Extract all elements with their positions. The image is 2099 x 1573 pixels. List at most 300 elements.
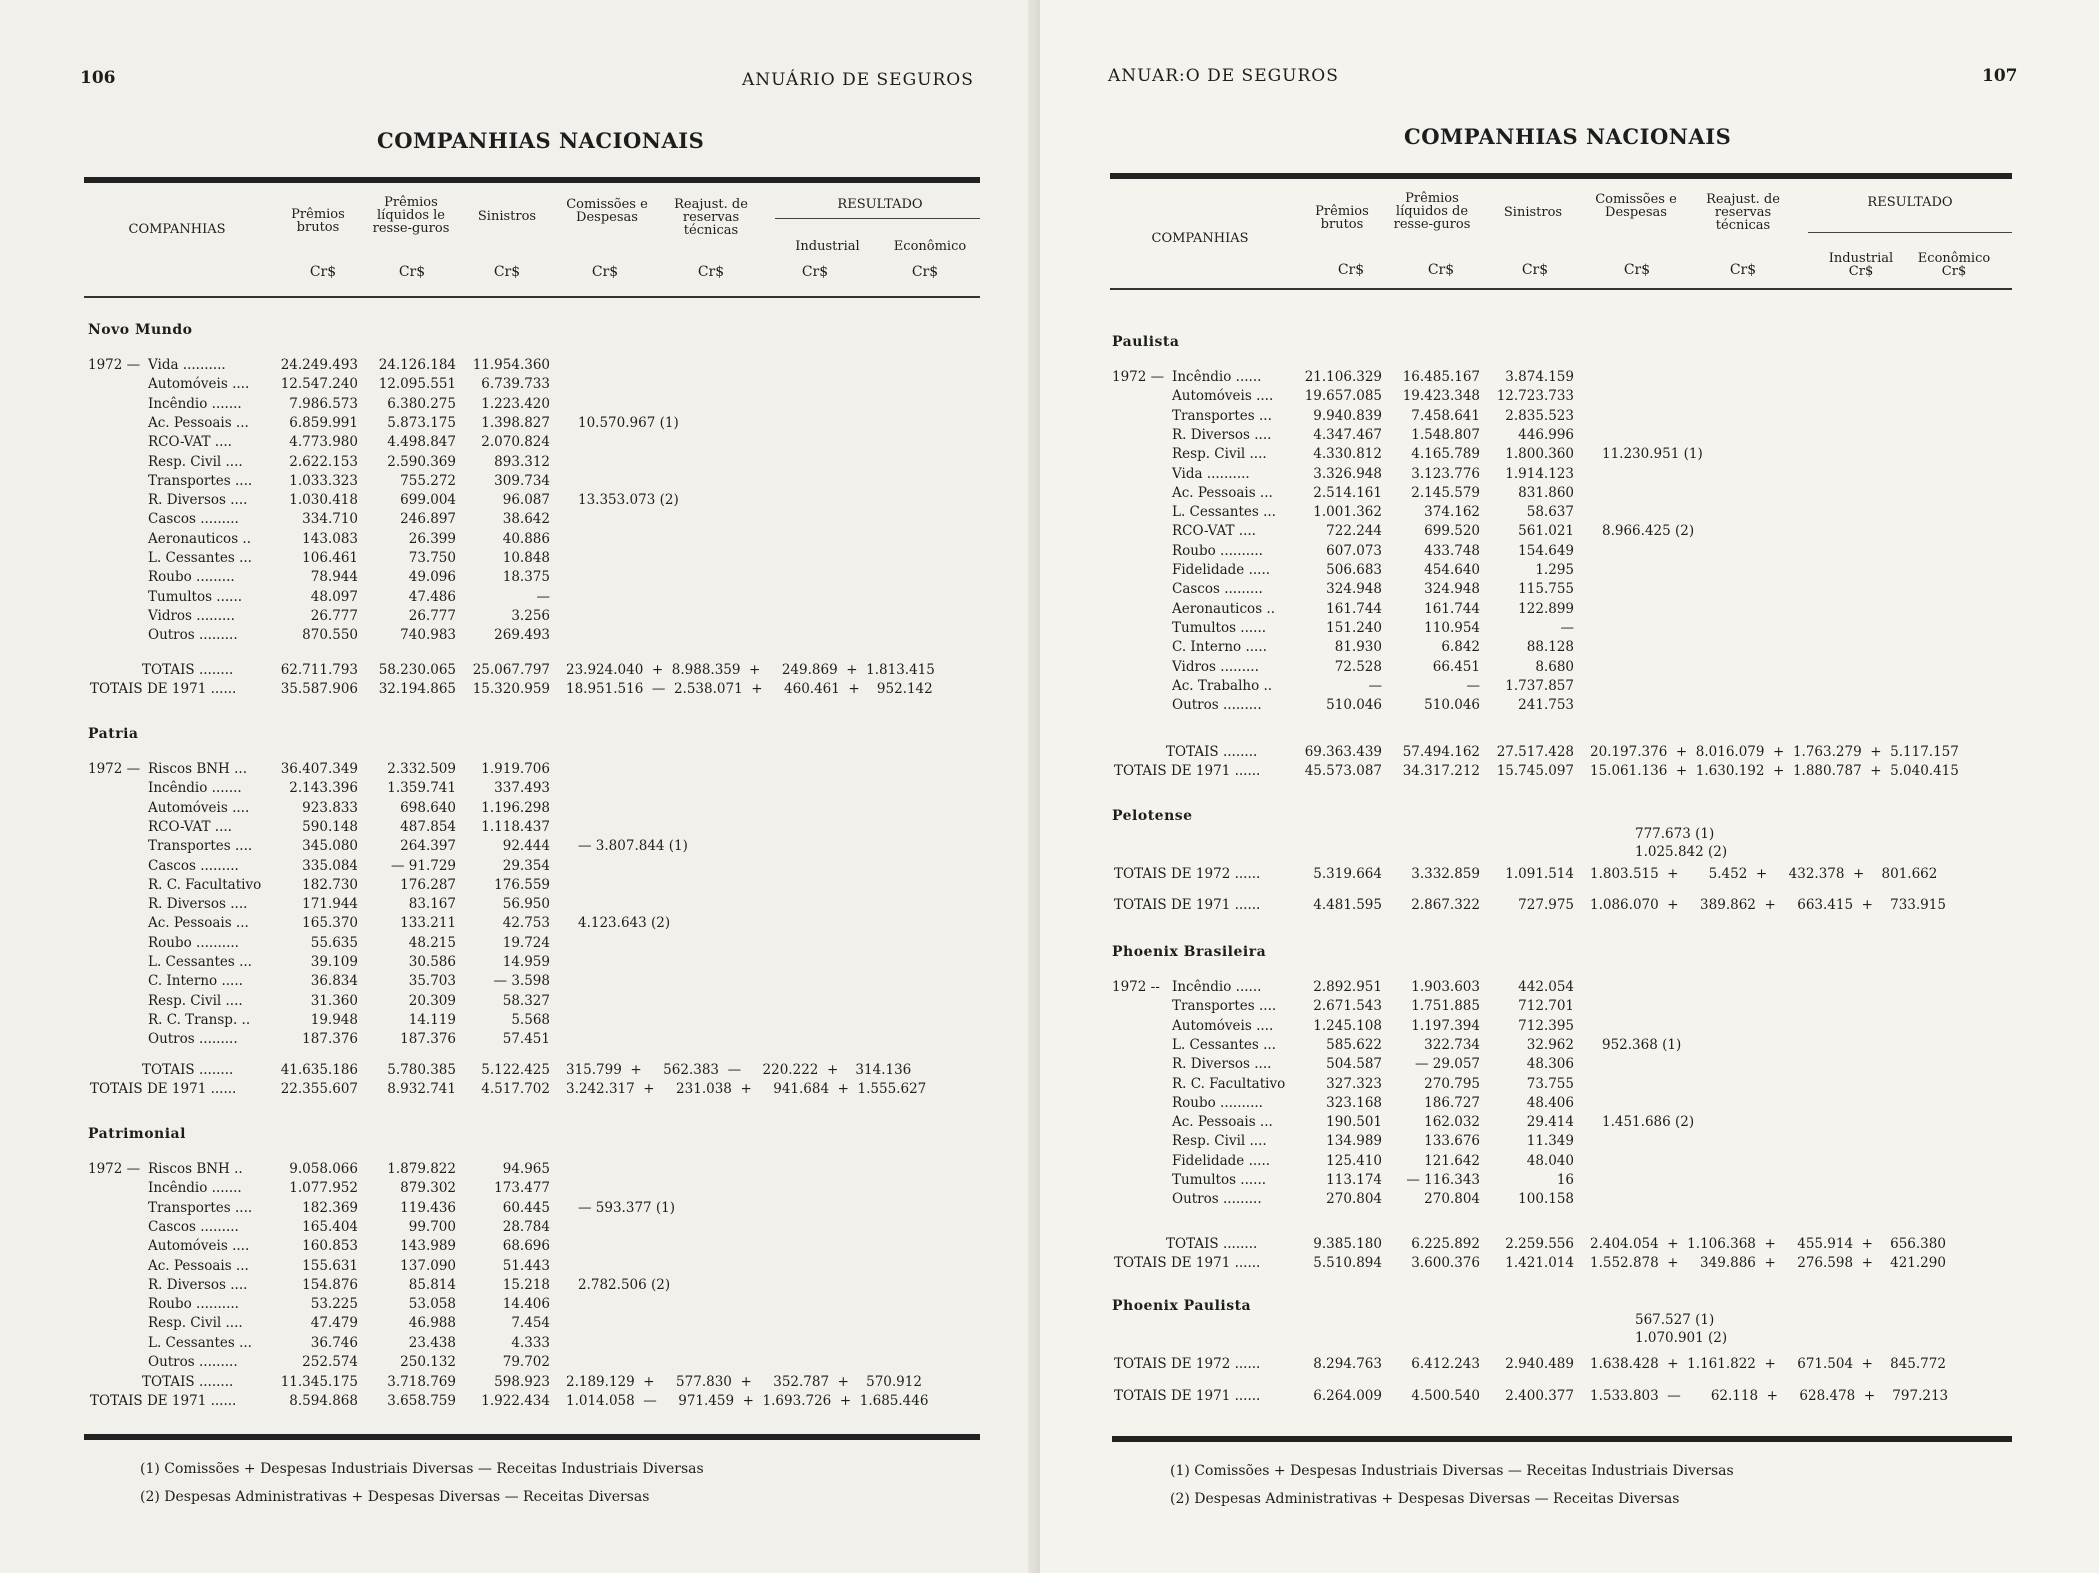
row-label: Cascos ......... — [1172, 581, 1263, 598]
premios-brutos-value: 22.355.607 — [280, 1081, 358, 1097]
col-economico: Econômico — [893, 239, 967, 254]
premios-brutos-value: 9.385.180 — [1313, 1236, 1382, 1252]
table-row — [88, 780, 988, 799]
result-values: 18.951.516 — 2.538.071 + 460.461 + 952.142 — [566, 681, 933, 697]
row-label: Roubo ......... — [148, 569, 235, 586]
premios-brutos-value: 155.631 — [302, 1257, 358, 1274]
premios-brutos-value: 39.109 — [310, 954, 358, 970]
premios-liquidos-value: 121.642 — [1424, 1152, 1480, 1169]
table-row — [88, 1200, 988, 1219]
premios-brutos-value: 2.622.153 — [289, 453, 358, 470]
premios-brutos-value: 53.225 — [310, 1296, 358, 1313]
sinistros-value: 56.950 — [502, 896, 550, 913]
totals-row — [1112, 1388, 2012, 1407]
premios-brutos-value: 41.635.186 — [280, 1062, 358, 1078]
premios-liquidos-value: 6.412.243 — [1411, 1356, 1480, 1372]
row-label: Cascos ......... — [148, 511, 239, 528]
row-label: L. Cessantes ... — [148, 1334, 252, 1351]
col-companhias: COMPANHIAS — [1151, 231, 1249, 246]
sinistros-value: 4.517.702 — [481, 1081, 550, 1097]
premios-brutos-value: 4.481.595 — [1313, 897, 1382, 913]
premios-liquidos-value: 83.167 — [408, 896, 456, 913]
sinistros-value: 14.406 — [502, 1296, 550, 1313]
table-row — [1112, 639, 2012, 658]
premios-liquidos-value: 699.004 — [400, 492, 456, 509]
premios-liquidos-value: 250.132 — [400, 1354, 456, 1370]
row-label: R. C. Transp. .. — [148, 1011, 251, 1028]
premios-brutos-value: 125.410 — [1326, 1152, 1382, 1169]
sinistros-value: 241.753 — [1518, 697, 1574, 714]
premios-liquidos-value: 176.287 — [400, 876, 456, 893]
sinistros-value: 1.295 — [1535, 562, 1574, 578]
header-bottom-rule — [84, 296, 980, 298]
premios-brutos-value: 36.834 — [310, 973, 358, 990]
table-row — [88, 550, 988, 569]
premios-brutos-value: 12.547.240 — [280, 376, 358, 393]
premios-liquidos-value: 58.230.065 — [378, 662, 456, 678]
sinistros-value: 3.874.159 — [1505, 369, 1574, 385]
premios-brutos-value: 48.097 — [310, 588, 358, 605]
premios-brutos-value: 4.347.467 — [1313, 426, 1382, 443]
premios-brutos-value: 327.323 — [1326, 1075, 1382, 1092]
sinistros-value: 68.696 — [502, 1238, 550, 1255]
col-reajust: Reajust. de reservas técnicas — [674, 197, 748, 238]
totals-row — [1112, 866, 2012, 885]
premios-brutos-value: 2.143.396 — [289, 780, 358, 797]
premios-brutos-value: 722.244 — [1326, 523, 1382, 540]
table-row — [88, 858, 988, 877]
totals-label: TOTAIS DE 1971 ...... — [90, 1393, 237, 1409]
premios-liquidos-value: 4.500.540 — [1411, 1388, 1480, 1404]
premios-liquidos-value: 324.948 — [1424, 581, 1480, 598]
sinistros-value: 1.196.298 — [481, 799, 550, 816]
premios-brutos-value: 36.746 — [310, 1334, 358, 1351]
table-row — [88, 1012, 988, 1031]
premios-brutos-value: 585.622 — [1326, 1036, 1382, 1053]
table-row — [88, 1258, 988, 1277]
col-companhias: COMPANHIAS — [128, 222, 226, 237]
table-row — [88, 1354, 988, 1373]
table-bottom-rule — [1112, 1436, 2012, 1442]
company-name: Patria — [88, 726, 139, 742]
table-row — [88, 1031, 988, 1050]
premios-liquidos-value: 698.640 — [400, 799, 456, 816]
row-label: Resp. Civil .... — [148, 1315, 243, 1332]
table-row — [1112, 998, 2012, 1017]
table-row — [1112, 1172, 2012, 1191]
page-number: 107 — [1982, 66, 2018, 86]
premios-brutos-value: 323.168 — [1326, 1094, 1382, 1111]
table-row — [88, 1161, 988, 1180]
table-row — [88, 396, 988, 415]
result-values: 315.799 + 562.383 — 220.222 + 314.136 — [566, 1062, 912, 1078]
row-label: Outros ......... — [1172, 1191, 1262, 1208]
premios-liquidos-value: 4.165.789 — [1411, 446, 1480, 463]
sinistros-value: 1.091.514 — [1505, 866, 1574, 882]
premios-liquidos-value: 110.954 — [1424, 619, 1480, 636]
col-industrial: Industrial Cr$ — [1828, 251, 1894, 279]
result-values: 1.086.070 + 389.862 + 663.415 + 733.915 — [1590, 897, 1946, 913]
table-row — [1112, 504, 2012, 523]
sinistros-value: 15.320.959 — [472, 681, 550, 697]
premios-liquidos-value: 487.854 — [400, 818, 456, 835]
premios-liquidos-value: 47.486 — [408, 588, 456, 605]
company-name: Patrimonial — [88, 1126, 186, 1142]
currency-label: Cr$ — [1729, 262, 1757, 278]
premios-liquidos-value: 3.123.776 — [1411, 465, 1480, 482]
sinistros-value: 14.959 — [502, 954, 550, 970]
totals-label: TOTAIS DE 1971 ...... — [1114, 897, 1261, 913]
premios-brutos-value: 24.249.493 — [280, 357, 358, 373]
premios-brutos-value: 6.264.009 — [1313, 1388, 1382, 1404]
row-label: Transportes ... — [1172, 407, 1272, 424]
sinistros-value: 893.312 — [494, 453, 550, 470]
row-label: Vida .......... — [1172, 465, 1250, 482]
premios-brutos-value: 270.804 — [1326, 1191, 1382, 1208]
currency-label: Cr$ — [398, 264, 426, 280]
sinistros-value: 1.223.420 — [481, 395, 550, 412]
table-row — [88, 1315, 988, 1334]
col-premios-brutos: Prêmios brutos — [1315, 204, 1369, 232]
table-row — [88, 589, 988, 608]
table-row — [88, 511, 988, 530]
premios-liquidos-value: 433.748 — [1424, 542, 1480, 559]
sinistros-value: 176.559 — [494, 876, 550, 893]
resultado-rule — [775, 218, 980, 219]
premios-liquidos-value: 879.302 — [400, 1180, 456, 1197]
table-row — [88, 357, 988, 376]
totals-label: TOTAIS ........ — [1166, 1236, 1258, 1252]
table-row — [88, 973, 988, 992]
table-row — [88, 473, 988, 492]
sinistros-value: 100.158 — [1518, 1191, 1574, 1208]
col-sinistros: Sinistros — [1503, 205, 1563, 220]
premios-brutos-value: 335.084 — [302, 857, 358, 874]
left-page — [0, 0, 1040, 1573]
expense-note: 13.353.073 (2) — [578, 492, 679, 509]
company-name: Paulista — [1112, 334, 1180, 350]
row-label: Automóveis .... — [1172, 388, 1274, 405]
premios-brutos-value: 31.360 — [310, 992, 358, 1009]
row-label: R. Diversos .... — [1172, 426, 1272, 443]
table-row — [1112, 1095, 2012, 1114]
sinistros-value: 15.745.097 — [1496, 763, 1574, 779]
premios-brutos-value: 113.174 — [1326, 1172, 1382, 1188]
row-label: R. C. Facultativo — [1172, 1075, 1286, 1092]
sinistros-value: 16 — [1556, 1172, 1574, 1188]
totals-label: TOTAIS ........ — [1166, 744, 1258, 760]
sinistros-value: 38.642 — [502, 511, 550, 528]
table-row — [88, 531, 988, 550]
sinistros-value: 4.333 — [511, 1334, 550, 1351]
page-title: COMPANHIAS NACIONAIS — [1404, 124, 1732, 149]
row-label: Cascos ......... — [148, 1218, 239, 1235]
premios-brutos-value: 334.710 — [302, 511, 358, 528]
expense-note: 11.230.951 (1) — [1602, 446, 1703, 463]
sinistros-value: 1.914.123 — [1505, 465, 1574, 482]
premios-liquidos-value: 6.225.892 — [1411, 1236, 1480, 1252]
premios-brutos-value: 5.319.664 — [1313, 866, 1382, 882]
row-label: Transportes .... — [1172, 998, 1277, 1015]
premios-brutos-value: 182.730 — [302, 876, 358, 893]
col-premios-liquidos: Prêmios líquidos de resse-guros — [1393, 191, 1471, 232]
premios-liquidos-value: 85.814 — [408, 1276, 456, 1293]
table-row — [1112, 697, 2012, 716]
premios-brutos-value: 81.930 — [1334, 639, 1382, 656]
premios-brutos-value: 26.777 — [310, 607, 358, 624]
row-label: C. Interno ..... — [148, 973, 243, 990]
sinistros-value: 96.087 — [502, 492, 550, 509]
premios-liquidos-value: 73.750 — [408, 550, 456, 566]
premios-liquidos-value: 5.780.385 — [387, 1062, 456, 1078]
sinistros-value: 309.734 — [494, 472, 550, 489]
sinistros-value: 8.680 — [1535, 658, 1574, 675]
totals-row — [88, 1393, 988, 1412]
table-row — [1112, 1037, 2012, 1056]
premios-brutos-value: 607.073 — [1326, 542, 1382, 559]
premios-liquidos-value: 57.494.162 — [1402, 744, 1480, 760]
table-row — [1112, 1018, 2012, 1037]
currency-label: Cr$ — [1521, 262, 1549, 278]
premios-brutos-value: 47.479 — [310, 1315, 358, 1332]
premios-liquidos-value: 1.903.603 — [1411, 979, 1480, 995]
company-name: Phoenix Brasileira — [1112, 944, 1267, 960]
premios-brutos-value: 171.944 — [302, 896, 358, 913]
row-label: Vidros ......... — [148, 607, 235, 624]
premios-brutos-value: 506.683 — [1326, 562, 1382, 578]
premios-liquidos-value: 740.983 — [400, 627, 456, 644]
table-row — [88, 954, 988, 973]
table-row — [1112, 1076, 2012, 1095]
sinistros-value: 27.517.428 — [1496, 744, 1574, 760]
sinistros-value: 1.800.360 — [1505, 446, 1574, 463]
totals-label: TOTAIS DE 1971 ...... — [1114, 763, 1261, 779]
row-label: Ac. Pessoais ... — [1172, 484, 1273, 501]
premios-liquidos-value: 264.397 — [400, 838, 456, 855]
totals-row — [1112, 1236, 2012, 1255]
premios-liquidos-value: 187.376 — [400, 1031, 456, 1048]
sinistros-value: 154.649 — [1518, 542, 1574, 559]
sinistros-value: 12.723.733 — [1496, 388, 1574, 405]
premios-liquidos-value: 2.590.369 — [387, 453, 456, 470]
sinistros-value: 446.996 — [1518, 426, 1574, 443]
table-row — [88, 376, 988, 395]
table-row — [88, 838, 988, 857]
premios-liquidos-value: — 29.057 — [1414, 1056, 1480, 1073]
premios-brutos-value: 35.587.906 — [280, 681, 358, 697]
table-row — [1112, 678, 2012, 697]
row-label: L. Cessantes ... — [148, 954, 252, 970]
premios-liquidos-value: 2.867.322 — [1411, 897, 1480, 913]
row-label: Fidelidade ..... — [1172, 562, 1271, 578]
sinistros-value: 18.375 — [502, 569, 550, 586]
col-comissoes: Comissões e Despesas — [566, 197, 648, 225]
premios-brutos-value: 4.773.980 — [289, 434, 358, 451]
premios-liquidos-value: 32.194.865 — [378, 681, 456, 697]
premios-liquidos-value: 30.586 — [408, 954, 456, 970]
premios-liquidos-value: 6.842 — [1441, 639, 1480, 656]
table-row — [1112, 620, 2012, 639]
sinistros-value: 712.395 — [1518, 1017, 1574, 1034]
sinistros-value: 7.454 — [511, 1315, 550, 1332]
premios-liquidos-value: 322.734 — [1424, 1036, 1480, 1053]
row-year: 1972 — — [88, 1161, 141, 1177]
row-label: R. Diversos .... — [148, 896, 248, 913]
premios-liquidos-value: 270.804 — [1424, 1191, 1480, 1208]
sinistros-value: 40.886 — [502, 530, 550, 547]
table-row — [1112, 523, 2012, 542]
sinistros-value: 51.443 — [502, 1257, 550, 1274]
premios-brutos-value: 9.058.066 — [289, 1161, 358, 1177]
sinistros-value: 94.965 — [502, 1161, 550, 1177]
header-bottom-rule — [1110, 288, 2012, 290]
table-row — [1112, 1153, 2012, 1172]
row-label: R. Diversos .... — [148, 1276, 248, 1293]
premios-brutos-value: 143.083 — [302, 530, 358, 547]
sinistros-value: 6.739.733 — [481, 376, 550, 393]
premios-brutos-value: 154.876 — [302, 1276, 358, 1293]
expense-note: 777.673 (1) — [1635, 826, 1715, 842]
totals-label: TOTAIS ........ — [142, 1062, 234, 1078]
row-label: Outros ......... — [148, 1031, 238, 1048]
footnote-2: (2) Despesas Administrativas + Despesas Diversas — Receitas Diversas — [140, 1489, 650, 1505]
footnote-1: (1) Comissões + Despesas Industriais Diversas — Receitas Industriais Diversas — [1170, 1463, 1734, 1479]
right-page — [1040, 0, 2099, 1573]
sinistros-value: 442.054 — [1518, 979, 1574, 995]
sinistros-value: — 3.598 — [493, 973, 550, 990]
sinistros-value: 2.940.489 — [1505, 1356, 1574, 1372]
premios-liquidos-value: 510.046 — [1424, 697, 1480, 714]
row-label: RCO-VAT .... — [148, 434, 232, 451]
sinistros-value: 28.784 — [502, 1218, 550, 1235]
row-label: Tumultos ...... — [1172, 1172, 1267, 1188]
premios-brutos-value: 324.948 — [1326, 581, 1382, 598]
row-label: R. Diversos .... — [1172, 1056, 1272, 1073]
premios-liquidos-value: 12.095.551 — [378, 376, 456, 393]
result-values: 1.638.428 + 1.161.822 + 671.504 + 845.772 — [1590, 1356, 1946, 1372]
premios-brutos-value: 870.550 — [302, 627, 358, 644]
row-label: Roubo .......... — [148, 1296, 239, 1313]
totals-row — [1112, 1255, 2012, 1274]
row-label: Outros ......... — [148, 627, 238, 644]
row-label: R. Diversos .... — [148, 492, 248, 509]
expense-note: 4.123.643 (2) — [578, 915, 671, 932]
totals-row — [88, 1374, 988, 1393]
premios-liquidos-value: 35.703 — [408, 973, 456, 990]
row-label: RCO-VAT .... — [1172, 523, 1256, 540]
premios-liquidos-value: 699.520 — [1424, 523, 1480, 540]
row-label: Roubo .......... — [1172, 542, 1263, 559]
table-row — [1112, 1133, 2012, 1152]
premios-liquidos-value: 3.718.769 — [387, 1374, 456, 1390]
sinistros-value: 2.835.523 — [1505, 407, 1574, 424]
row-label: Incêndio ....... — [148, 780, 242, 797]
premios-brutos-value: 2.892.951 — [1313, 979, 1382, 995]
expense-note: 8.966.425 (2) — [1602, 523, 1695, 540]
sinistros-value: 32.962 — [1526, 1036, 1574, 1053]
sinistros-value: 5.568 — [511, 1011, 550, 1028]
totals-label: TOTAIS DE 1972 ...... — [1114, 866, 1261, 882]
sinistros-value: — — [536, 588, 550, 605]
sinistros-value: 269.493 — [494, 627, 550, 644]
sinistros-value: 19.724 — [502, 934, 550, 951]
premios-brutos-value: 8.294.763 — [1313, 1356, 1382, 1372]
sinistros-value: 58.637 — [1526, 504, 1574, 521]
premios-liquidos-value: 3.600.376 — [1411, 1255, 1480, 1271]
premios-liquidos-value: — 91.729 — [390, 857, 456, 874]
row-label: Resp. Civil .... — [1172, 1133, 1267, 1150]
col-reajust: Reajust. de reservas técnicas — [1706, 192, 1780, 233]
table-row — [88, 627, 988, 646]
expense-note: — 3.807.844 (1) — [578, 838, 688, 855]
table-top-rule — [1110, 173, 2012, 179]
table-row — [1112, 1114, 2012, 1133]
totals-label: TOTAIS DE 1971 ...... — [90, 681, 237, 697]
sinistros-value: 1.922.434 — [481, 1393, 550, 1409]
page-title: COMPANHIAS NACIONAIS — [377, 128, 705, 153]
sinistros-value: 57.451 — [502, 1031, 550, 1048]
premios-liquidos-value: 143.989 — [400, 1238, 456, 1255]
table-row — [88, 608, 988, 627]
premios-brutos-value: 2.671.543 — [1313, 998, 1382, 1015]
premios-brutos-value: 345.080 — [302, 838, 358, 855]
result-values: 15.061.136 + 1.630.192 + 1.880.787 + 5.040.415 — [1590, 763, 1959, 779]
premios-brutos-value: 1.245.108 — [1313, 1017, 1382, 1034]
premios-liquidos-value: 16.485.167 — [1402, 369, 1480, 385]
table-row — [88, 896, 988, 915]
premios-liquidos-value: 14.119 — [408, 1011, 456, 1028]
premios-liquidos-value: 755.272 — [400, 472, 456, 489]
row-label: L. Cessantes ... — [1172, 504, 1276, 521]
sinistros-value: 29.354 — [502, 857, 550, 874]
premios-liquidos-value: 1.548.807 — [1411, 426, 1480, 443]
table-bottom-rule — [84, 1434, 980, 1440]
result-values: 1.014.058 — 971.459 + 1.693.726 + 1.685.446 — [566, 1393, 929, 1409]
premios-liquidos-value: 53.058 — [408, 1296, 456, 1313]
resultado-rule — [1808, 232, 2012, 233]
premios-liquidos-value: 7.458.641 — [1411, 407, 1480, 424]
table-row — [88, 492, 988, 511]
table-row — [88, 569, 988, 588]
row-label: Resp. Civil .... — [1172, 446, 1267, 463]
sinistros-value: 48.040 — [1526, 1152, 1574, 1169]
result-values: 20.197.376 + 8.016.079 + 1.763.279 + 5.117.157 — [1590, 744, 1959, 760]
sinistros-value: 11.954.360 — [472, 357, 550, 373]
row-label: Incêndio ...... — [1172, 369, 1262, 385]
table-row — [88, 1335, 988, 1354]
sinistros-value: 831.860 — [1518, 484, 1574, 501]
totals-row — [1112, 897, 2012, 916]
premios-brutos-value: 165.404 — [302, 1218, 358, 1235]
totals-row — [88, 662, 988, 681]
totals-row — [1112, 744, 2012, 763]
premios-liquidos-value: 19.423.348 — [1402, 388, 1480, 405]
sinistros-value: 79.702 — [502, 1354, 550, 1370]
premios-brutos-value: 45.573.087 — [1304, 763, 1382, 779]
table-row — [88, 993, 988, 1012]
row-label: Incêndio ...... — [1172, 979, 1262, 995]
company-name: Novo Mundo — [88, 322, 193, 338]
premios-liquidos-value: 5.873.175 — [387, 414, 456, 431]
page-number: 106 — [80, 68, 116, 88]
row-label: Automóveis .... — [1172, 1017, 1274, 1034]
premios-liquidos-value: 270.795 — [1424, 1075, 1480, 1092]
result-values: 1.533.803 — 62.118 + 628.478 + 797.213 — [1590, 1388, 1949, 1404]
premios-liquidos-value: 2.145.579 — [1411, 484, 1480, 501]
expense-note: 1.451.686 (2) — [1602, 1114, 1695, 1131]
premios-liquidos-value: 46.988 — [408, 1315, 456, 1332]
premios-liquidos-value: — — [1466, 677, 1480, 694]
